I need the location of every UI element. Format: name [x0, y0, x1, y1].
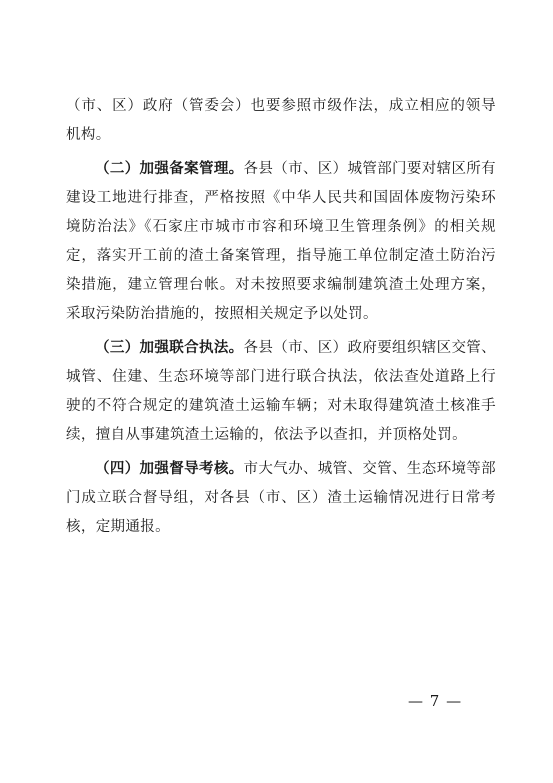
paragraph-joint-enforcement — [66, 333, 496, 450]
section-heading: （二）加强备案管理。 — [95, 160, 244, 177]
section-heading: （四）加强督导考核。 — [95, 460, 244, 477]
paragraph-body: 市大气办、城管、交管、生态环境等部门成立联合督导组，对各县（市、区）渣土运输情况进行日常考核，定期通报。 — [66, 461, 497, 535]
paragraph-supervision-assessment — [66, 454, 496, 542]
page-number: — 7 — — [408, 692, 463, 710]
section-heading: （三）加强联合执法。 — [95, 339, 244, 356]
paragraph-body: 各县（市、区）城管部门要对辖区所有建设工地进行排查，严格按照《中华人民共和国固体废物污染环境防治法》《石家庄市城市市容和环境卫生管理条例》的相关规定，落实开工前的渣土备案管理，指导施工单位制定渣土防治污染措施，建立管理台帐。对未按照要求编制建筑渣土处理方案，采取污染防治措施的，按照相关规定予以处罚。 — [66, 161, 497, 322]
paragraph-leadership-continuation — [66, 92, 496, 150]
paragraph-body: 各县（市、区）政府要组织辖区交管、城管、住建、生态环境等部门进行联合执法，依法查处道路上行驶的不符合规定的建筑渣土运输车辆；对未取得建筑渣土核准手续，擅自从事建筑渣土运输的，依法予以查扣，并顶格处罚。 — [66, 340, 497, 443]
document-body — [66, 92, 496, 542]
paragraph-body: （市、区）政府（管委会）也要参照市级作法，成立相应的领导机构。 — [66, 98, 496, 143]
paragraph-filing-management — [66, 154, 496, 329]
